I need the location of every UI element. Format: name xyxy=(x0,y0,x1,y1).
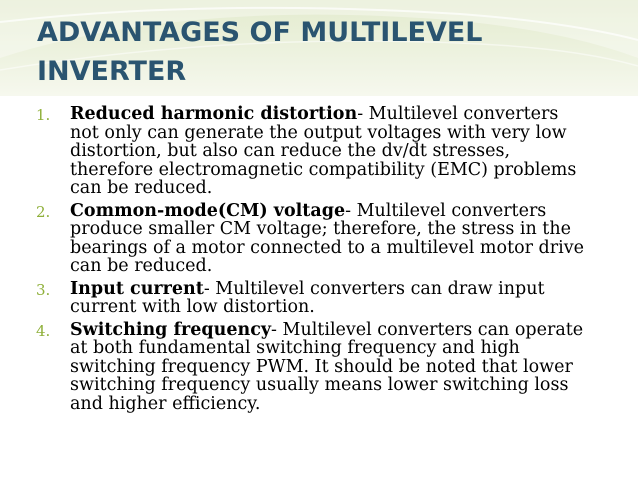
list-item-number: 1. xyxy=(36,106,51,124)
list-item-line: current with low distortion. xyxy=(70,297,315,317)
list-item-number: 3. xyxy=(36,280,51,299)
list-item-line: can be reduced. xyxy=(70,178,213,198)
list-item-text: - Multilevel converters can draw input xyxy=(203,278,545,299)
list-item-line: and higher efficiency. xyxy=(70,393,261,414)
slide-title-line-2: INVERTER xyxy=(37,56,187,87)
list-item-line: therefore electromagnetic compatibility (EMC) problems xyxy=(70,159,577,180)
advantages-list xyxy=(36,105,626,417)
list-item-text: - Multilevel converters xyxy=(357,104,559,124)
list-item-text: - Multilevel converters can operate xyxy=(271,319,584,340)
list-item-line: can be reduced. xyxy=(70,256,213,276)
list-item-line: produce smaller CM voltage; therefore, the stress in the xyxy=(70,219,571,239)
list-item-term: Switching frequency xyxy=(70,319,272,340)
slide-title xyxy=(37,13,617,91)
list-item-line xyxy=(70,280,626,299)
list-item-reduced-harmonic-distortion xyxy=(36,105,626,198)
list-item-line: switching frequency usually means lower switching loss xyxy=(70,375,569,395)
list-item-number: 4. xyxy=(36,321,51,340)
list-item-line: bearings of a motor connected to a multilevel motor drive xyxy=(70,237,584,258)
list-item-term: Common-mode(CM) voltage xyxy=(70,200,346,221)
list-item-switching-frequency xyxy=(36,321,626,414)
list-item-line: not only can generate the output voltages with very low xyxy=(70,122,567,143)
list-item-input-current xyxy=(36,280,626,317)
list-item-line: at both fundamental switching frequency and high xyxy=(70,338,520,358)
list-item-term: Input current xyxy=(70,278,204,299)
list-item-line: switching frequency PWM. It should be noted that lower xyxy=(70,356,573,377)
list-item-line xyxy=(70,105,626,124)
list-item-common-mode-voltage xyxy=(36,202,626,276)
list-item-line xyxy=(70,202,626,221)
list-item-text: - Multilevel converters xyxy=(345,200,547,221)
slide-title-line-1: ADVANTAGES OF MULTILEVEL xyxy=(37,17,483,48)
list-item-line xyxy=(70,321,626,340)
list-item-number: 2. xyxy=(36,202,51,221)
list-item-line: distortion, but also can reduce the dv/dt stresses, xyxy=(70,141,511,161)
list-item-term: Reduced harmonic distortion xyxy=(70,104,358,124)
